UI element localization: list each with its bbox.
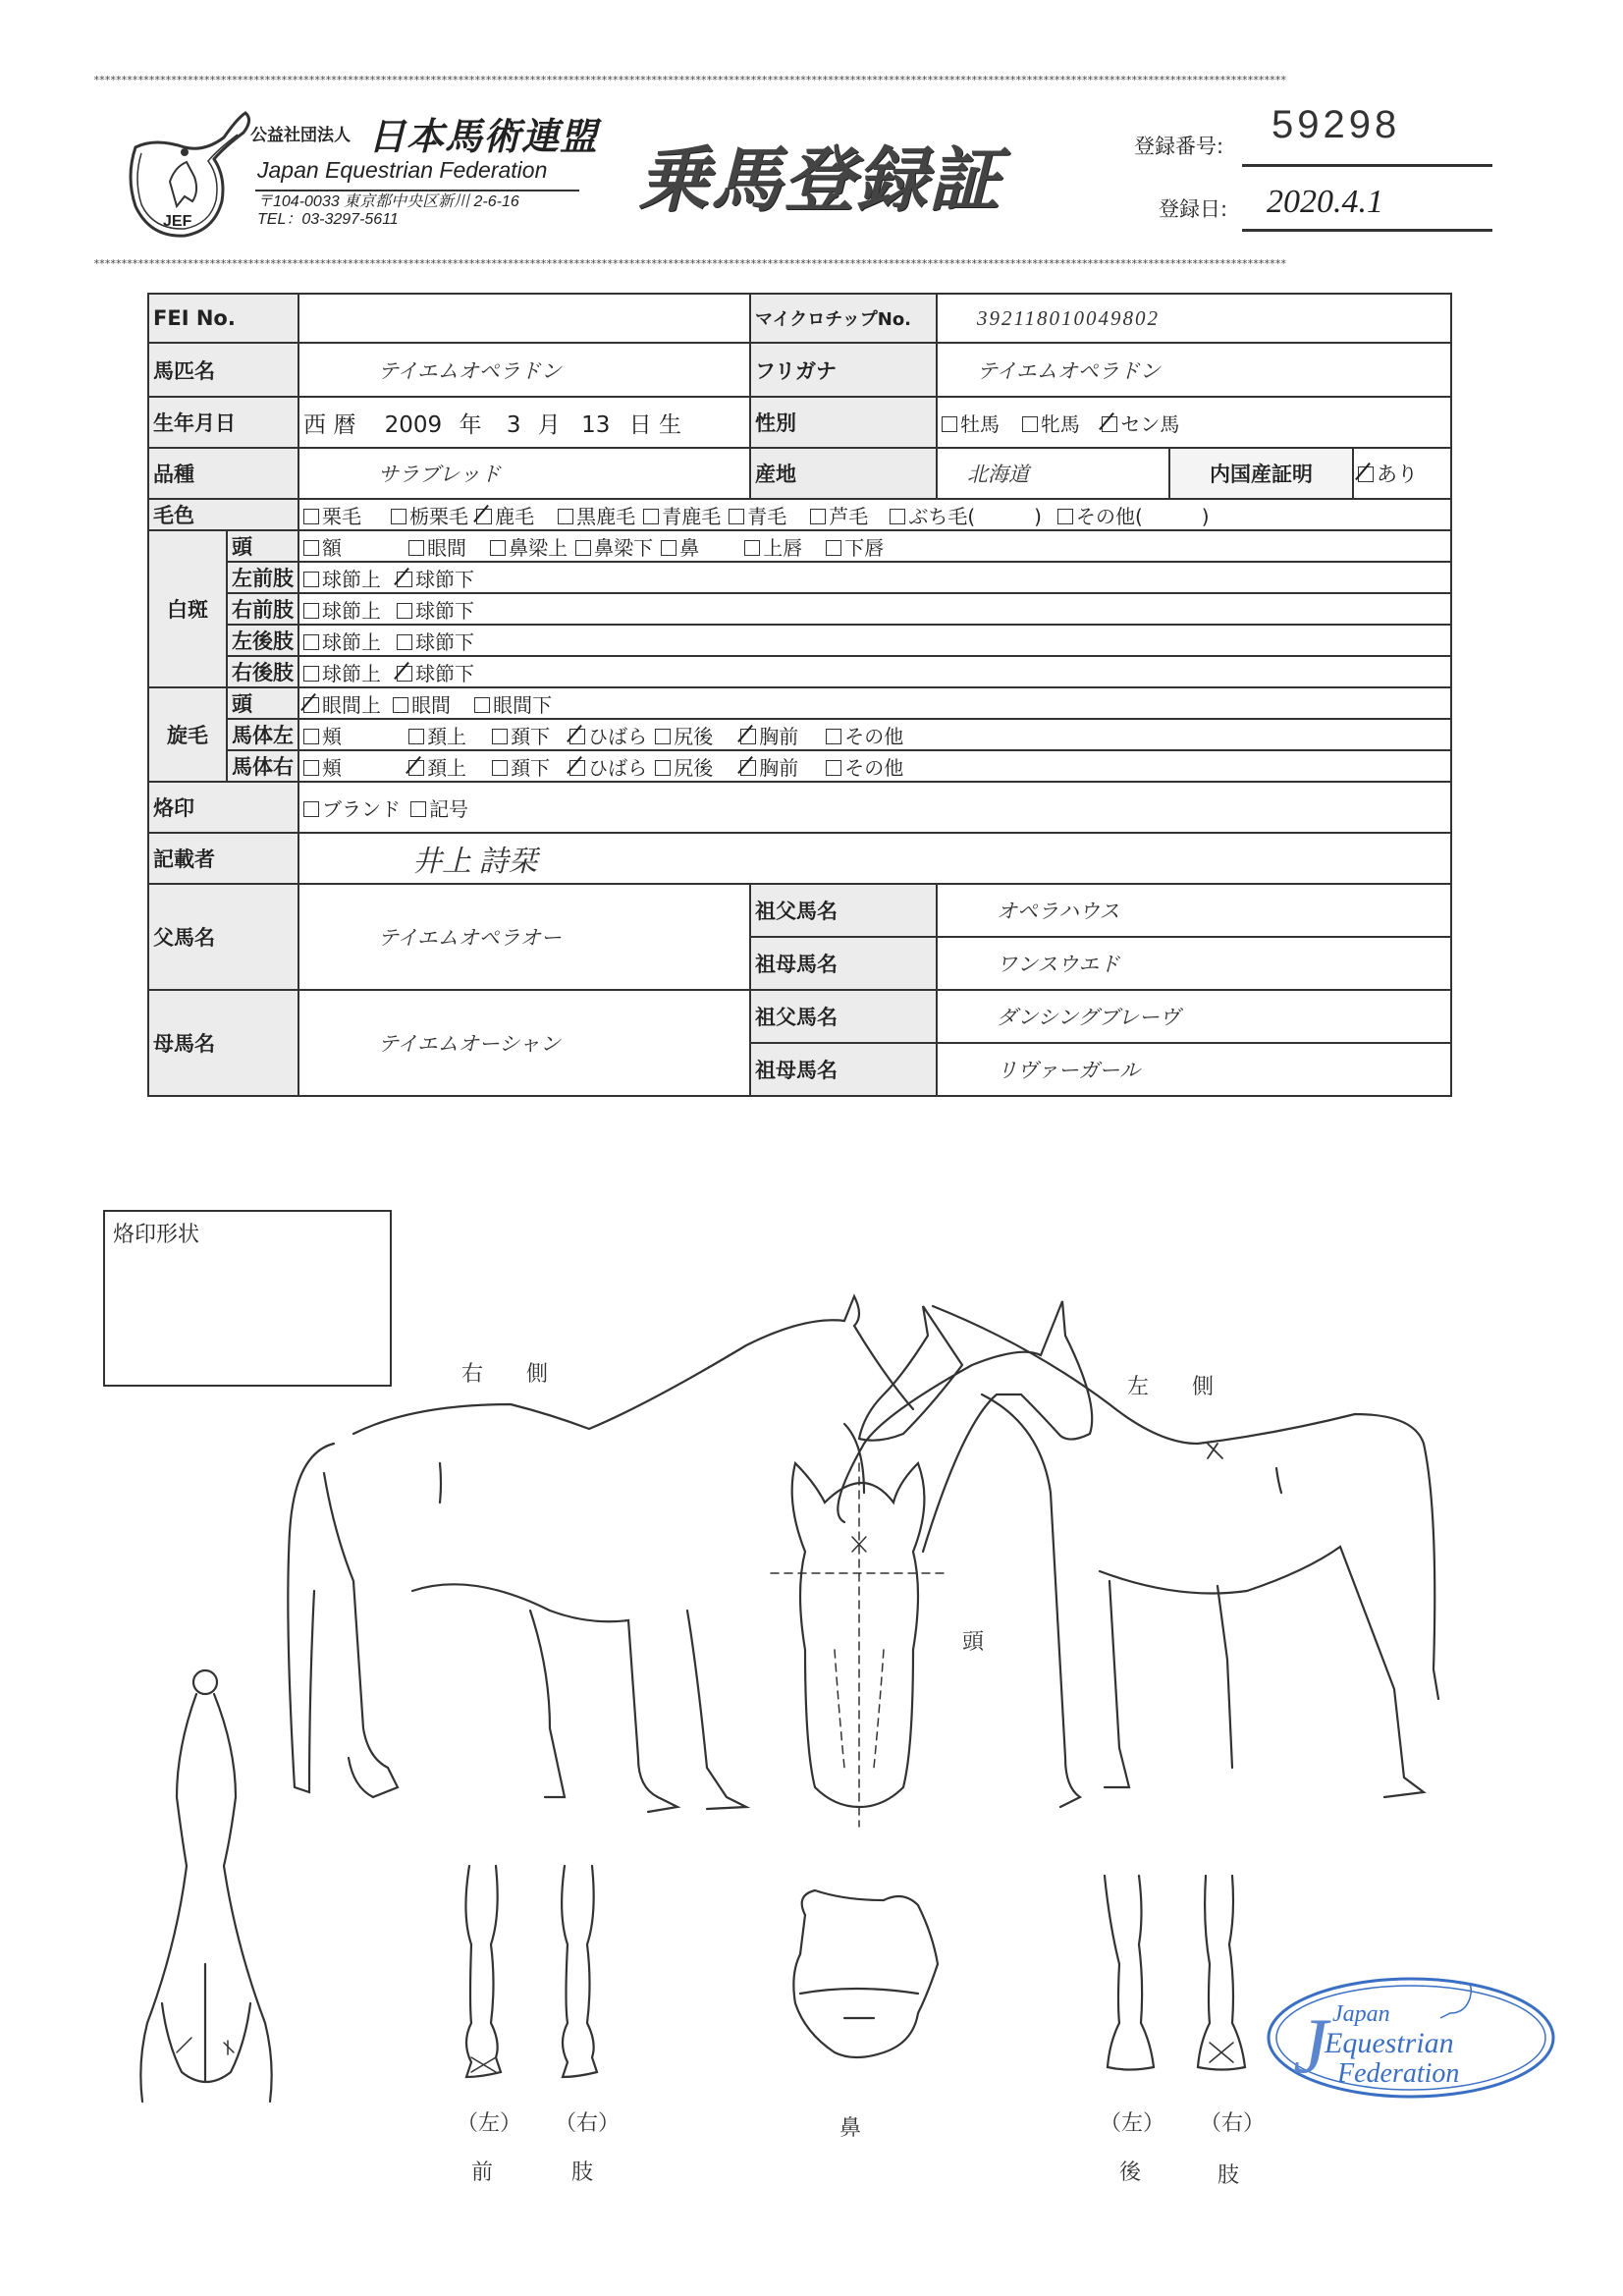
whorl-right-option[interactable]: その他	[826, 752, 903, 781]
coat-option-bay[interactable]: 鹿毛	[476, 501, 534, 529]
right-side-label: 右 側	[461, 1362, 549, 1387]
white-lf-option[interactable]: 球節下	[397, 564, 474, 592]
brand-option[interactable]: ブランド	[303, 793, 401, 822]
svg-text:Federation: Federation	[1337, 2058, 1460, 2089]
sex-option-gelding[interactable]: セン馬	[1102, 409, 1179, 437]
birth-month-unit: 月	[537, 411, 561, 438]
dam-grandsire-value[interactable]: ダンシングブレーヴ	[937, 990, 1451, 1043]
white-rh-option[interactable]: 球節上	[303, 658, 381, 686]
sire-grandsire-value[interactable]: オペラハウス	[937, 884, 1451, 937]
whorl-left-option[interactable]: 頬	[303, 721, 342, 749]
domestic-cert-option[interactable]: あり	[1353, 448, 1451, 499]
white-head-option[interactable]: 眼間	[408, 532, 466, 561]
horse-name-label: 馬匹名	[148, 343, 298, 397]
dam-granddam-value[interactable]: リヴァーガール	[937, 1043, 1451, 1096]
muzzle-view-icon	[793, 1890, 938, 2057]
coat-option[interactable]: 芦毛	[810, 501, 868, 529]
star-border-bottom: ************************************************************************************************************************************************************************************************************************	[93, 257, 1286, 270]
sire-granddam-value[interactable]: ワンスウエド	[937, 937, 1451, 990]
white-rf-option[interactable]: 球節上	[303, 595, 381, 624]
white-head-option[interactable]: 額	[303, 532, 342, 561]
sire-label: 父馬名	[148, 884, 298, 990]
origin-label: 産地	[750, 448, 937, 499]
address-line: 〒104-0033 東京都中央区新川 2-6-16	[257, 193, 519, 210]
whorl-left-label: 馬体左	[227, 719, 298, 750]
coat-option[interactable]: その他( )	[1057, 501, 1210, 529]
coat-option[interactable]: 黒鹿毛	[558, 501, 635, 529]
hindquarters-rear-view-icon	[140, 1670, 271, 2102]
breed-value[interactable]: サラブレッド	[298, 448, 750, 499]
white-head-option[interactable]: 鼻梁上	[490, 532, 568, 561]
fore-caption-2: 肢	[571, 2160, 594, 2185]
furigana-label: フリガナ	[750, 343, 937, 397]
white-rf-option[interactable]: 球節下	[397, 595, 474, 624]
whorl-left-option[interactable]: ひばら	[569, 721, 647, 749]
sire-value[interactable]: テイエムオペラオー	[298, 884, 750, 990]
white-lf-label: 左前肢	[227, 562, 298, 593]
brand-shape-label: 烙印形状	[113, 1223, 200, 1247]
whorl-right-option[interactable]: 胸前	[740, 752, 798, 781]
brand-option[interactable]: 記号	[410, 793, 468, 822]
brand-label: 烙印	[148, 782, 298, 833]
fore-right-label: （右）	[555, 2111, 621, 2136]
white-rh-option[interactable]: 球節下	[397, 658, 474, 686]
domestic-cert-label: 内国産証明	[1169, 448, 1353, 499]
whorl-head-option[interactable]: 眼間下	[474, 689, 552, 718]
coat-option[interactable]: 青毛	[729, 501, 786, 529]
whorl-right-option[interactable]: 頬	[303, 752, 342, 781]
birth-day-unit: 日 生	[628, 411, 681, 438]
reg-no-label: 登録番号:	[1134, 135, 1224, 158]
white-rh-label: 右後肢	[227, 656, 298, 687]
breed-label: 品種	[148, 448, 298, 499]
birth-day: 13	[581, 411, 611, 438]
sire-granddam-label: 祖母馬名	[750, 937, 937, 990]
whorl-left-option[interactable]: 尻後	[655, 721, 713, 749]
white-lh-option[interactable]: 球節下	[397, 627, 474, 655]
dam-grandsire-label: 祖父馬名	[750, 990, 937, 1043]
whorl-right-option[interactable]: 頚上	[408, 752, 466, 781]
right-side-horse-icon	[288, 1296, 1092, 1812]
birth-year-unit: 年	[459, 411, 482, 438]
white-head-option[interactable]: 上唇	[744, 532, 802, 561]
whorl-left-option[interactable]: 頚下	[492, 721, 550, 749]
muzzle-label: 鼻	[839, 2116, 862, 2141]
whorl-right-option[interactable]: ひばら	[569, 752, 647, 781]
whorl-left-option[interactable]: 胸前	[740, 721, 798, 749]
coat-option[interactable]: ぶち毛( )	[890, 501, 1042, 529]
org-name-jp: 日本馬術連盟	[368, 115, 599, 158]
hind-legs-icon	[1105, 1876, 1245, 2070]
sire-grandsire-label: 祖父馬名	[750, 884, 937, 937]
birth-label: 生年月日	[148, 397, 298, 448]
fore-caption-1: 前	[471, 2160, 494, 2185]
microchip-value[interactable]: 392118010049802	[937, 294, 1451, 343]
org-name-en: Japan Equestrian Federation	[257, 157, 548, 183]
svg-text:JEF: JEF	[163, 213, 192, 230]
coat-option[interactable]: 栃栗毛	[391, 501, 468, 529]
whorl-head-label: 頭	[227, 687, 298, 719]
coat-option[interactable]: 栗毛	[303, 501, 361, 529]
microchip-label: マイクロチップNo.	[750, 294, 937, 343]
org-type: 公益社団法人	[250, 126, 351, 145]
whorl-left-option[interactable]: その他	[826, 721, 903, 749]
reg-date-value: 2020.4.1	[1267, 184, 1383, 220]
birth-year: 2009	[384, 411, 443, 438]
fei-label: FEI No.	[148, 294, 298, 343]
svg-text:Equestrian: Equestrian	[1325, 2027, 1454, 2059]
white-lh-option[interactable]: 球節上	[303, 627, 381, 655]
dam-value[interactable]: テイエムオーシャン	[298, 990, 750, 1096]
horse-name-value[interactable]: テイエムオペラドン	[298, 343, 750, 397]
birth-month: 3	[506, 411, 521, 438]
whorl-head-option[interactable]: 眼間上	[303, 689, 381, 718]
reg-no-value: 59298	[1271, 103, 1401, 146]
furigana-value[interactable]: テイエムオペラドン	[937, 343, 1451, 397]
front-legs-icon	[465, 1866, 597, 2077]
fore-left-label: （左）	[457, 2111, 522, 2136]
white-marks-label: 白斑	[148, 530, 227, 687]
whorl-head-option[interactable]: 眼間	[393, 689, 451, 718]
hind-caption-2: 肢	[1217, 2163, 1240, 2188]
whorl-left-option[interactable]: 頚上	[408, 721, 466, 749]
reg-date-label: 登録日:	[1159, 197, 1228, 221]
dam-granddam-label: 祖母馬名	[750, 1043, 937, 1096]
origin-value[interactable]: 北海道	[937, 448, 1169, 499]
whorls-label: 旋毛	[148, 687, 227, 782]
white-rf-label: 右前肢	[227, 593, 298, 625]
hind-caption-1: 後	[1119, 2160, 1142, 2185]
white-lh-label: 左後肢	[227, 625, 298, 656]
white-head-label: 頭	[227, 530, 298, 562]
whorl-right-option[interactable]: 尻後	[655, 752, 713, 781]
white-head-option[interactable]: 鼻	[661, 532, 699, 561]
sex-option-stallion[interactable]: 牡馬	[942, 409, 1000, 437]
head-front-view-icon	[771, 1463, 947, 1827]
sex-option-mare[interactable]: 牝馬	[1022, 409, 1080, 437]
whorl-right-label: 馬体右	[227, 750, 298, 782]
svg-text:J: J	[1293, 2003, 1328, 2090]
tel-line: TEL：03-3297-5611	[257, 211, 399, 228]
birth-era: 西 暦	[303, 411, 356, 438]
left-side-label: 左 側	[1127, 1375, 1215, 1399]
recorder-label: 記載者	[148, 833, 298, 884]
coat-label: 毛色	[148, 499, 298, 530]
white-lf-option[interactable]: 球節上	[303, 564, 381, 592]
recorder-value[interactable]: 井上 詩栞	[298, 833, 1451, 884]
coat-option[interactable]: 青鹿毛	[643, 501, 721, 529]
whorl-right-option[interactable]: 頚下	[492, 752, 550, 781]
document-title: 乗馬登録証	[638, 138, 1002, 221]
hind-left-label: （左）	[1100, 2111, 1165, 2136]
svg-text:Japan: Japan	[1332, 2001, 1390, 2027]
star-border-top: ************************************************************************************************************************************************************************************************************************	[93, 74, 1286, 86]
dam-label: 母馬名	[148, 990, 298, 1096]
head-label: 頭	[962, 1630, 985, 1655]
hind-right-label: （右）	[1200, 2111, 1266, 2136]
white-head-option[interactable]: 鼻梁下	[575, 532, 653, 561]
white-head-option[interactable]: 下唇	[826, 532, 884, 561]
sex-label: 性別	[750, 397, 937, 448]
jef-official-stamp-icon	[1264, 1974, 1558, 2102]
